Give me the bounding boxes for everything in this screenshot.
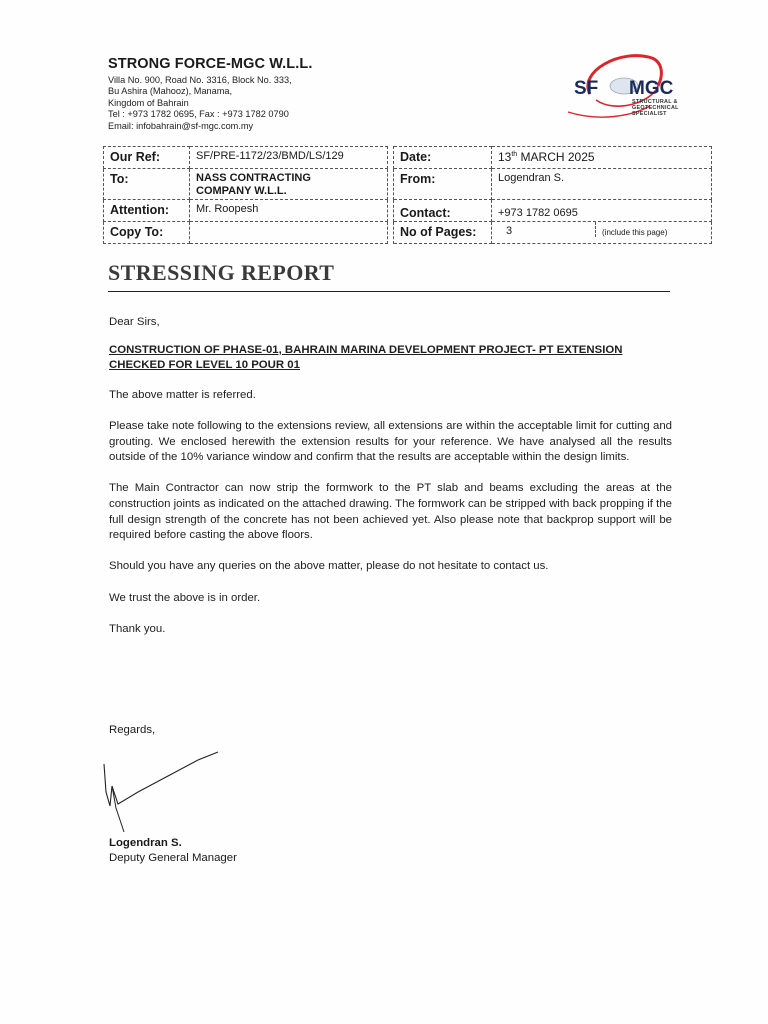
date-suffix: th (511, 151, 518, 158)
to-value-line-1: NASS CONTRACTING (196, 172, 311, 184)
logo-mark (560, 50, 690, 130)
from-label: From: (394, 169, 492, 200)
copy-to-value (190, 222, 388, 244)
subject-line: CONSTRUCTION OF PHASE-01, BAHRAIN MARINA DEVELOPMENT PROJECT- PT EXTENSION CHECKED FOR LEVEL 10 POUR 01 (109, 343, 623, 372)
to-value-line-2: COMPANY W.L.L. (196, 185, 287, 197)
contact-label: Contact: (394, 200, 492, 222)
email: Email: infobahrain@sf-mgc.com.my (108, 120, 254, 131)
our-ref-value: SF/PRE-1172/23/BMD/LS/129 (190, 147, 388, 169)
title-divider (108, 291, 670, 292)
pages-cell (492, 222, 712, 244)
date-day: 13 (498, 150, 512, 164)
signer-block (109, 836, 237, 866)
from-value: Logendran S. (492, 169, 712, 200)
pages-value: 3 (492, 222, 596, 237)
ref-row-to (104, 169, 712, 200)
to-label: To: (104, 169, 190, 200)
paragraph-1: The above matter is referred. (109, 388, 256, 401)
to-value (190, 169, 388, 200)
copy-to-label: Copy To: (104, 222, 190, 244)
signature-image (98, 748, 228, 840)
contact-value: +973 1782 0695 (492, 200, 712, 222)
company-header (108, 56, 468, 132)
pages-label: No of Pages: (394, 222, 492, 244)
date-label: Date: (394, 147, 492, 169)
paragraph-3: The Main Contractor can now strip the formwork to the PT slab and beams excluding the areas at the construction joints as indicated on the attached drawing. The formwork can be stripped with back propping if the full design strength of the concrete has not been achieved yet. Also please note that backprop support will be required before casting the above floors. (109, 482, 672, 542)
attention-label: Attention: (104, 200, 190, 222)
ref-row-copy-to (104, 222, 712, 244)
regards: Regards, (109, 724, 156, 736)
date-month-year: MARCH 2025 (517, 150, 595, 164)
paragraph-2: Please take note following to the extensions review, all extensions are within the acceptable limit for cutting and grouting. We enclosed herewith the extension results for your reference. We have analysed all the results outside of the 10% variance window and confirm that the results are acceptable within the design limits. (109, 419, 672, 464)
pages-note: (include this page) (602, 228, 668, 237)
ref-row-attention (104, 200, 712, 222)
logo-text-mgc: MGC (629, 78, 674, 99)
logo-tagline (632, 100, 692, 117)
paragraph-5: We trust the above is in order. (109, 591, 261, 604)
letter-body (109, 315, 672, 653)
company-name: STRONG FORCE-MGC W.L.L. (108, 56, 313, 72)
logo-text-sf: SF (574, 78, 599, 99)
logo-tagline-3: SPECIALIST (632, 110, 667, 117)
signer-position: Deputy General Manager (109, 852, 237, 864)
attention-value: Mr. Roopesh (190, 200, 388, 222)
salutation: Dear Sirs, (109, 316, 160, 328)
signer-name: Logendran S. (109, 837, 182, 849)
our-ref-label: Our Ref: (104, 147, 190, 169)
address-line-1: Villa No. 900, Road No. 3316, Block No. 333, (108, 75, 292, 85)
date-value (492, 147, 712, 169)
address-line-3: Kingdom of Bahrain (108, 97, 189, 108)
address-line-2: Bu Ashira (Mahooz), Manama, (108, 86, 233, 97)
phone-fax: Tel : +973 1782 0695, Fax : +973 1782 0790 (108, 109, 289, 120)
logo-tagline-1: STRUCTURAL & (632, 99, 678, 105)
logo-tagline-2: GEOTECHNICAL (632, 104, 679, 111)
company-logo (560, 50, 690, 130)
ref-row-our-ref (104, 147, 712, 169)
reference-table (103, 146, 712, 244)
page-title: STRESSING REPORT (108, 260, 335, 285)
paragraph-4: Should you have any queries on the above matter, please do not hesitate to contact us. (109, 560, 549, 573)
paragraph-6: Thank you. (109, 622, 166, 635)
